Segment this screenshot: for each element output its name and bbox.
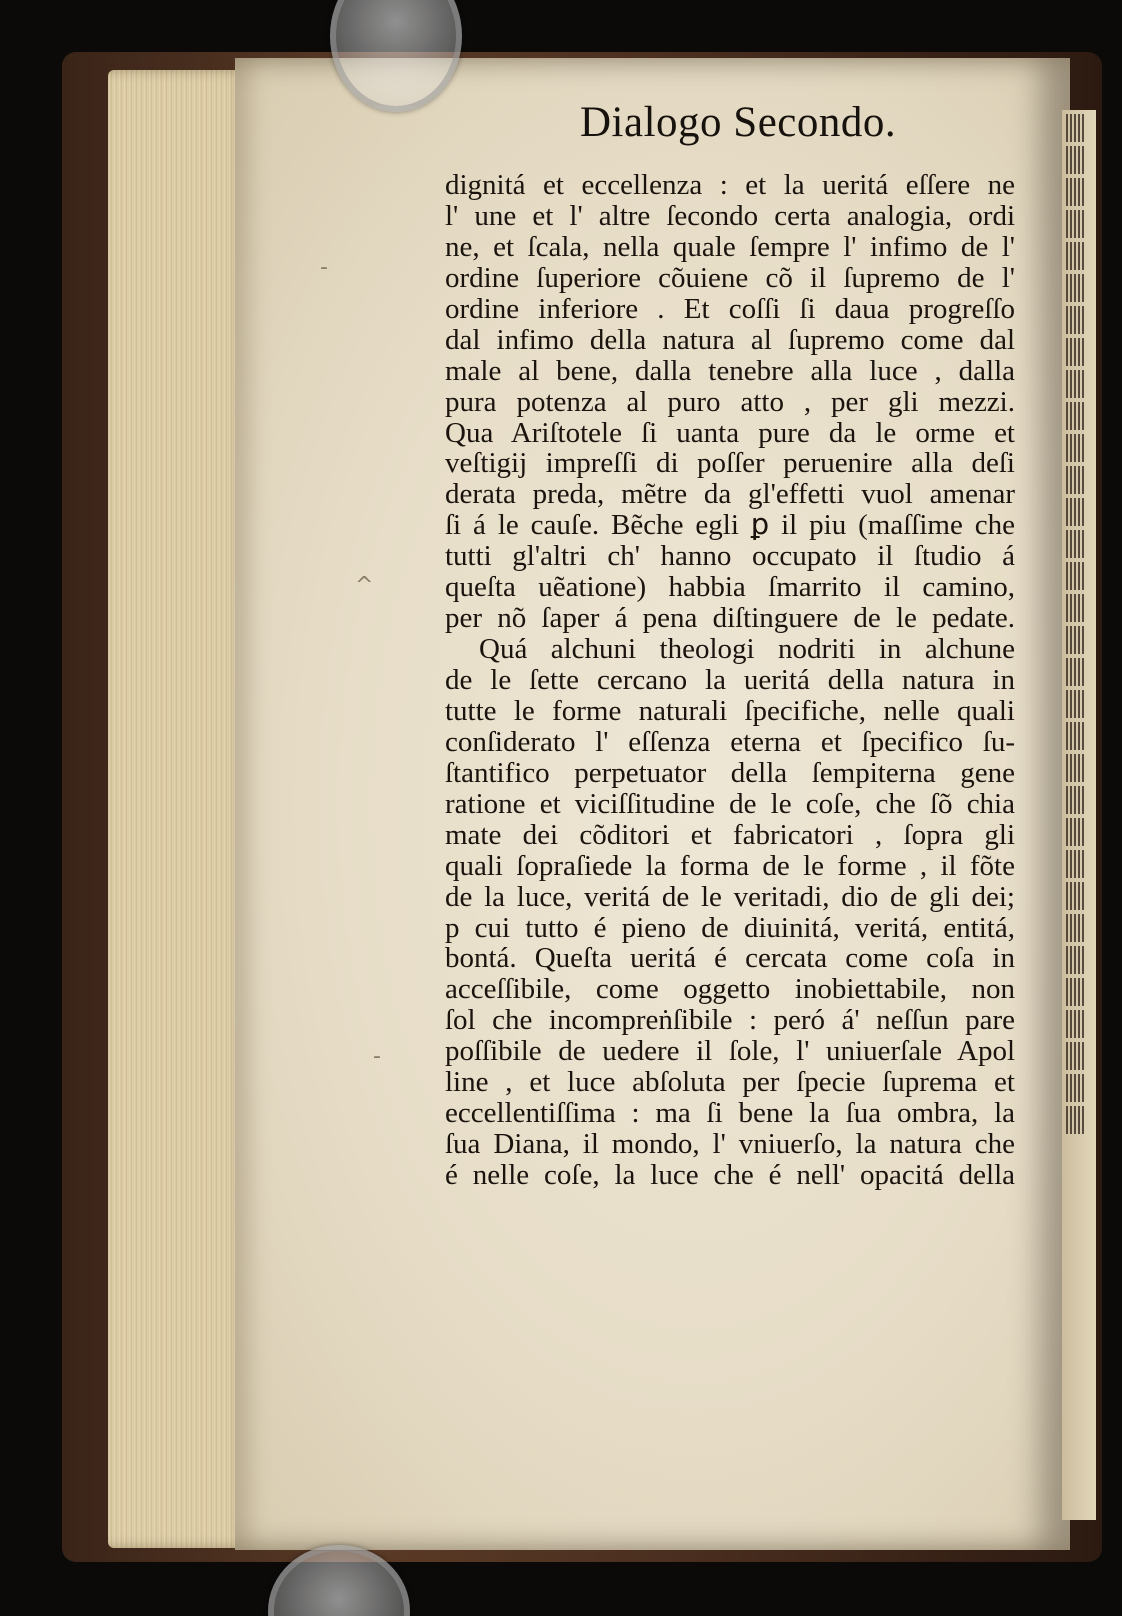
text-line: dignitá et eccellenza : et la ueritá eſſere ne [445,169,1015,201]
facing-page-line [1066,210,1084,238]
facing-page-line [1066,242,1084,270]
text-line: mate dei cõditori et fabricatori , ſopra gli [445,818,1015,851]
text-line: queſta uẽatione) habbia ſmarrito il camino, [445,571,1015,604]
text-line: p cui tutto é pieno de diuinitá, veritá, entitá, [445,911,1015,944]
facing-page-line [1066,178,1084,206]
page-body-text [445,170,1015,1191]
facing-page-line [1066,914,1084,942]
text-line: Quá alchuni theologi nodriti in alchune [479,633,1015,666]
text-line: conſiderato l' eſſenza eterna et ſpecifico ſu- [445,725,1015,758]
facing-page-line [1066,434,1084,462]
text-line: poſſibile de uedere il ſole, l' uniuerſale Apol [445,1035,1015,1068]
text-line: ſtantifico perpetuator della ſempiterna gene [445,756,1015,789]
facing-page-line [1066,1106,1084,1134]
text-line: tutte le forme naturali ſpecifiche, nelle quali [445,694,1015,727]
facing-page-line [1066,402,1084,430]
page-mark: ^ [355,573,374,598]
page-edges [108,70,248,1548]
text-line: Qua Ariſtotele ſi uanta pure da le orme et [445,416,1015,449]
facing-page-line [1066,786,1084,814]
text-line: derata preda, mẽtre da gl'effetti vuol amenar [445,478,1015,511]
facing-page-line [1066,1042,1084,1070]
facing-page-line [1066,658,1084,686]
text-line: dal infimo della natura al ſupremo come dal [445,323,1015,356]
text-line: veſtigij impreſſi di poſſer peruenire alla deſi [445,447,1015,480]
text-line: de le ſette cercano la ueritá della natura in [445,664,1015,696]
text-line: ne, et ſcala, nella quale ſempre l' infimo de l' [445,230,1015,263]
facing-page-line [1066,626,1084,654]
text-line: line , et luce abſoluta per ſpecie ſuprema et [445,1066,1015,1099]
text-line: bontá. Queſta ueritá é cercata come coſa in [445,942,1015,975]
text-line: ordine ſuperiore cõuiene cõ il ſupremo de l' [445,261,1015,294]
facing-page-line [1066,978,1084,1006]
text-line: quali ſopraſiede la forma de le forme , il fõte [445,849,1015,882]
facing-page-line [1066,690,1084,718]
facing-page-line [1066,946,1084,974]
facing-page-line [1066,818,1084,846]
facing-page-line [1066,562,1084,590]
running-head: Dialogo Secondo. [580,99,897,146]
text-line: ſi á le cauſe. Bẽche egli ꝑ il piu (maſſime che [445,509,1015,542]
text-line: per nõ ſaper á pena diſtinguere de le pedate. [445,602,1015,635]
facing-page-line [1066,850,1084,878]
page-mark: - [373,1044,381,1069]
facing-page-line [1066,1074,1084,1102]
facing-page-line [1066,722,1084,750]
text-line: ratione et viciſſitudine de le coſe, che ſõ chia [445,787,1015,820]
facing-page-line [1066,498,1084,526]
text-line: l' une et l' altre ſecondo certa analogia, ordi [445,199,1015,232]
text-line: ſol che incompreṅſibile : peró á' neſſun pare [445,1004,1015,1037]
text-line: eccellentiſſima : ma ſi bene la ſua ombra, la [445,1097,1015,1130]
facing-page-line [1066,274,1084,302]
facing-page-line [1066,114,1084,142]
text-line: tutti gl'altri ch' hanno occupato il ſtudio á [445,540,1015,573]
facing-page-line [1066,146,1084,174]
text-line: ſua Diana, il mondo, l' vniuerſo, la natura che [445,1128,1015,1161]
facing-page-line [1066,1010,1084,1038]
text-line: é nelle coſe, la luce che é nell' opacitá della [445,1159,1015,1191]
text-line: ordine inferiore . Et coſſi ſi daua progreſſo [445,292,1015,325]
facing-page-line [1066,530,1084,558]
text-line: acceſſibile, come oggetto inobiettabile, non [445,973,1015,1006]
facing-page-fragment [1062,110,1096,1520]
facing-page-line [1066,594,1084,622]
facing-page-line [1066,882,1084,910]
text-line: pura potenza al puro atto , per gli mezzi. [445,385,1015,418]
facing-page-line [1066,370,1084,398]
text-line: de la luce, veritá de le veritadi, dio de gli dei; [445,880,1015,913]
page-mark: - [320,255,328,280]
facing-page-line [1066,466,1084,494]
text-line: male al bene, dalla tenebre alla luce , dalla [445,354,1015,387]
facing-page-line [1066,306,1084,334]
facing-page-line [1066,338,1084,366]
facing-page-line [1066,754,1084,782]
